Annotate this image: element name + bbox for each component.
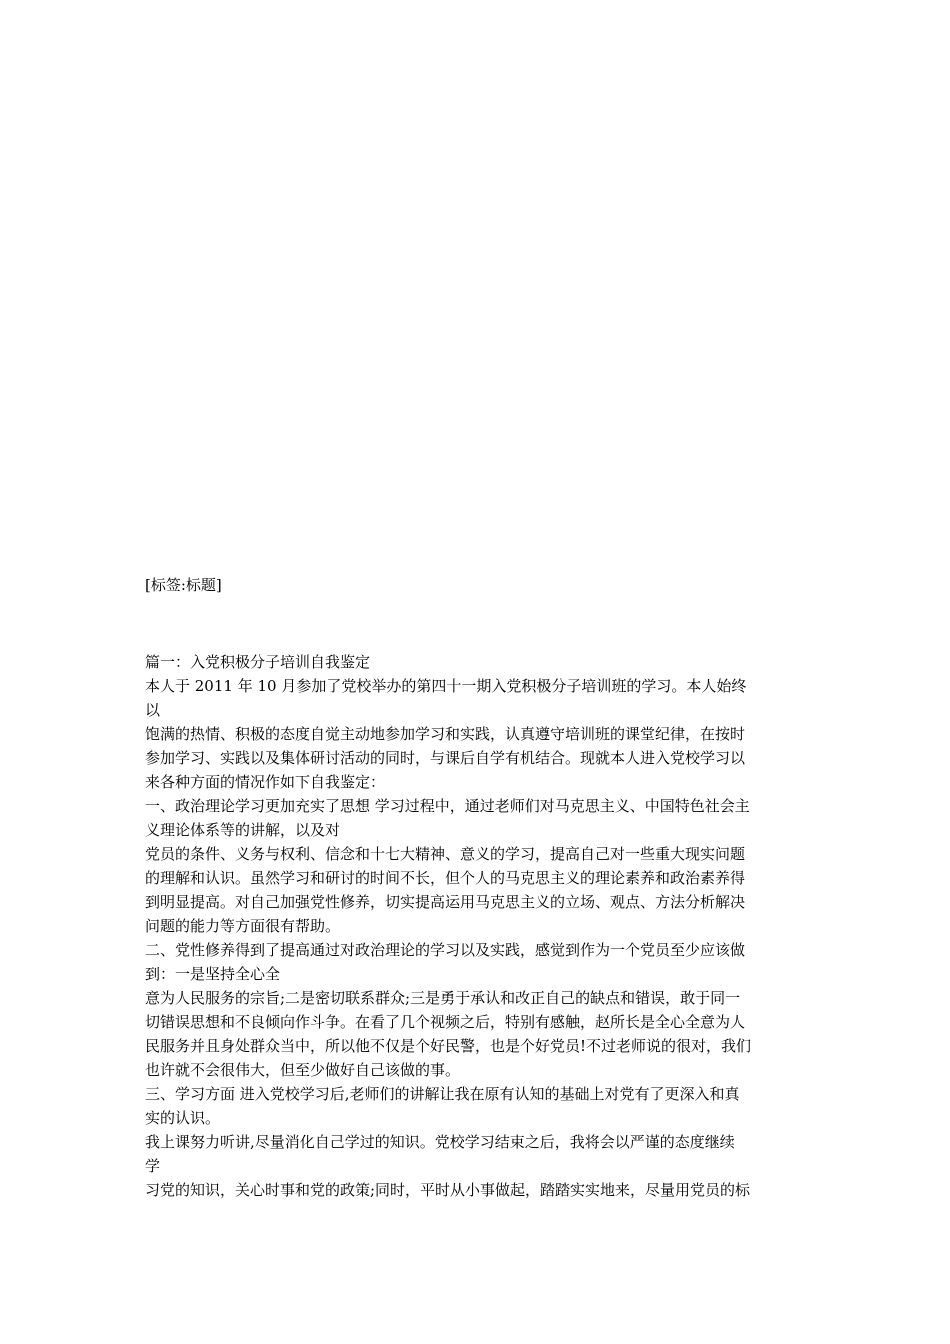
body-line: 民服务并且身处群众当中，所以他不仅是个好民警，也是个好党员!不过老师说的很对，我们 (145, 1037, 752, 1055)
body-line: 以 (145, 701, 161, 719)
document-body (145, 650, 817, 1202)
tag-line: [标签:标题] (145, 576, 222, 594)
body-line: 也许就不会很伟大，但至少做好自己该做的事。 (145, 1061, 461, 1079)
body-line: 来各种方面的情况作如下自我鉴定： (145, 773, 386, 791)
body-line: 到明显提高。对自己加强党性修养，切实提高运用马克思主义的立场、观点、方法分析解决 (145, 893, 746, 911)
body-line: 问题的能力等方面很有帮助。 (145, 917, 341, 935)
body-line: 的理解和认识。虽然学习和研讨的时间不长，但个人的马克思主义的理论素养和政治素养得 (145, 869, 746, 887)
body-line: 本人于 2011 年 10 月参加了党校举办的第四十一期入党积极分子培训班的学习。本人始终 (145, 677, 747, 695)
body-line: 参加学习、实践以及集体研讨活动的同时，与课后自学有机结合。现就本人进入党校学习以 (145, 749, 746, 767)
body-line: 我上课努力听讲,尽量消化自己学过的知识。党校学习结束之后，我将会以严谨的态度继续 (145, 1133, 735, 1151)
body-line: 意为人民服务的宗旨;二是密切联系群众;三是勇于承认和改正自己的缺点和错误，敢于同一 (145, 989, 741, 1007)
section-heading: 篇一：入党积极分子培训自我鉴定 (145, 653, 371, 671)
body-line: 实的认识。 (145, 1109, 221, 1127)
body-line: 切错误思想和不良倾向作斗争。在看了几个视频之后，特别有感触，赵所长是全心全意为人 (145, 1013, 746, 1031)
body-line: 义理论体系等的讲解，以及对 (145, 821, 341, 839)
body-line: 三、学习方面 进入党校学习后,老师们的讲解让我在原有认知的基础上对党有了更深入和真 (145, 1085, 740, 1103)
body-line: 党员的条件、义务与权利、信念和十七大精神、意义的学习，提高自己对一些重大现实问题 (145, 845, 746, 863)
body-line: 到：一是坚持全心全 (145, 965, 281, 983)
body-line: 学 (145, 1157, 161, 1175)
body-line: 饱满的热情、积极的态度自觉主动地参加学习和实践，认真遵守培训班的课堂纪律，在按时 (145, 725, 746, 743)
body-line: 习党的知识，关心时事和党的政策;同时，平时从小事做起，踏踏实实地来，尽量用党员的标 (145, 1181, 751, 1199)
body-line: 二、党性修养得到了提高通过对政治理论的学习以及实践，感觉到作为一个党员至少应该做 (145, 941, 746, 959)
body-line: 一、政治理论学习更加充实了思想 学习过程中，通过老师们对马克思主义、中国特色社会主 (145, 797, 750, 815)
